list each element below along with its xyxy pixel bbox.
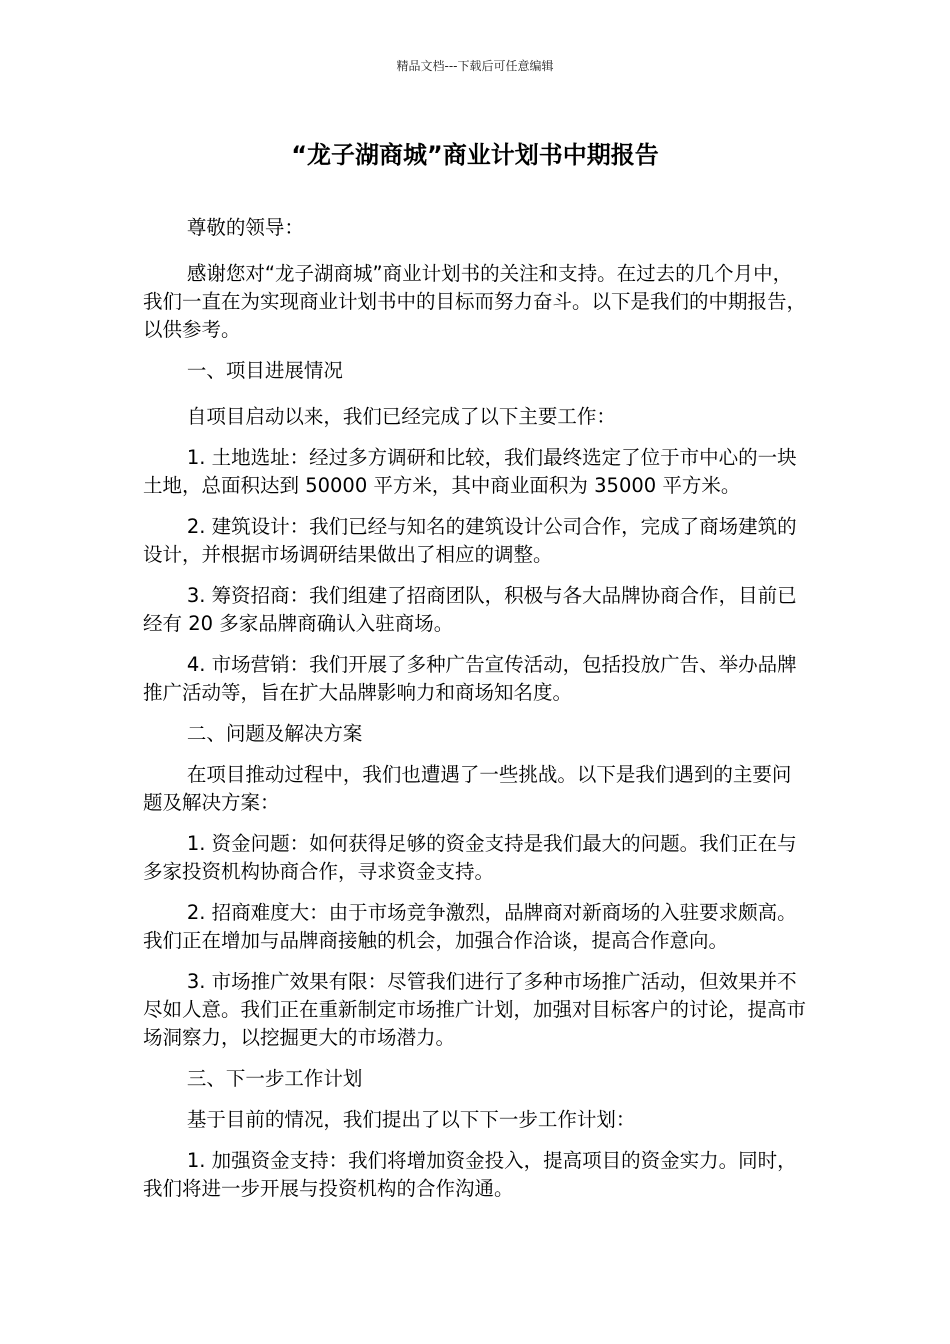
document-title: “龙子湖商城”商业计划书中期报告 — [291, 141, 659, 169]
page-header: 精品文档---下载后可任意编辑 — [396, 59, 554, 73]
list-item-leasing-difficulty: 2. 招商难度大：由于市场竞争激烈，品牌商对新商场的入驻要求颇高。我们正在增加与品牌商接触的机会，加强合作洽谈，提高合作意向。 — [143, 901, 797, 952]
list-item-funding-support: 1. 加强资金支持：我们将增加资金投入，提高项目的资金实力。同时，我们将进一步开展与投资机构的合作沟通。 — [143, 1149, 797, 1200]
list-item-land-selection: 1. 土地选址：经过多方调研和比较，我们最终选定了位于市中心的一块土地，总面积达到 50000 平方米，其中商业面积为 35000 平方米。 — [143, 446, 797, 497]
list-item-architecture-design: 2. 建筑设计：我们已经与知名的建筑设计公司合作，完成了商场建筑的设计，并根据市场调研结果做出了相应的调整。 — [143, 515, 797, 566]
list-item-marketing: 4. 市场营销：我们开展了多种广告宣传活动，包括投放广告、举办品牌推广活动等，旨在扩大品牌影响力和商场知名度。 — [143, 653, 797, 704]
list-item-promotion-effect: 3. 市场推广效果有限：尽管我们进行了多种市场推广活动，但效果并不尽如人意。我们正在重新制定市场推广计划，加强对目标客户的讨论，提高市场洞察力，以挖掘更大的市场潜力。 — [143, 970, 807, 1049]
paragraph-next-steps-intro: 基于目前的情况，我们提出了以下下一步工作计划： — [186, 1108, 636, 1131]
list-item-fundraising: 3. 筹资招商：我们组建了招商团队，积极与各大品牌协商合作，目前已经有 20 多家品牌商确认入驻商场。 — [143, 584, 797, 635]
paragraph-problems-intro: 在项目推动过程中，我们也遭遇了一些挑战。以下是我们遇到的主要问题及解决方案： — [143, 763, 792, 814]
paragraph-salutation: 尊敬的领导： — [186, 216, 304, 239]
list-item-funding-problem: 1. 资金问题：如何获得足够的资金支持是我们最大的问题。我们正在与多家投资机构协商合作，寻求资金支持。 — [143, 832, 797, 883]
section-heading-next-steps: 三、下一步工作计划 — [186, 1067, 363, 1090]
section-heading-problems: 二、问题及解决方案 — [186, 722, 363, 745]
paragraph-intro: 感谢您对“龙子湖商城”商业计划书的关注和支持。在过去的几个月中，我们一直在为实现商业计划书中的目标而努力奋斗。以下是我们的中期报告，以供参考。 — [143, 262, 807, 341]
paragraph-progress-intro: 自项目启动以来，我们已经完成了以下主要工作： — [186, 405, 616, 428]
document-body — [143, 214, 808, 1216]
section-heading-progress: 一、项目进展情况 — [186, 359, 343, 382]
